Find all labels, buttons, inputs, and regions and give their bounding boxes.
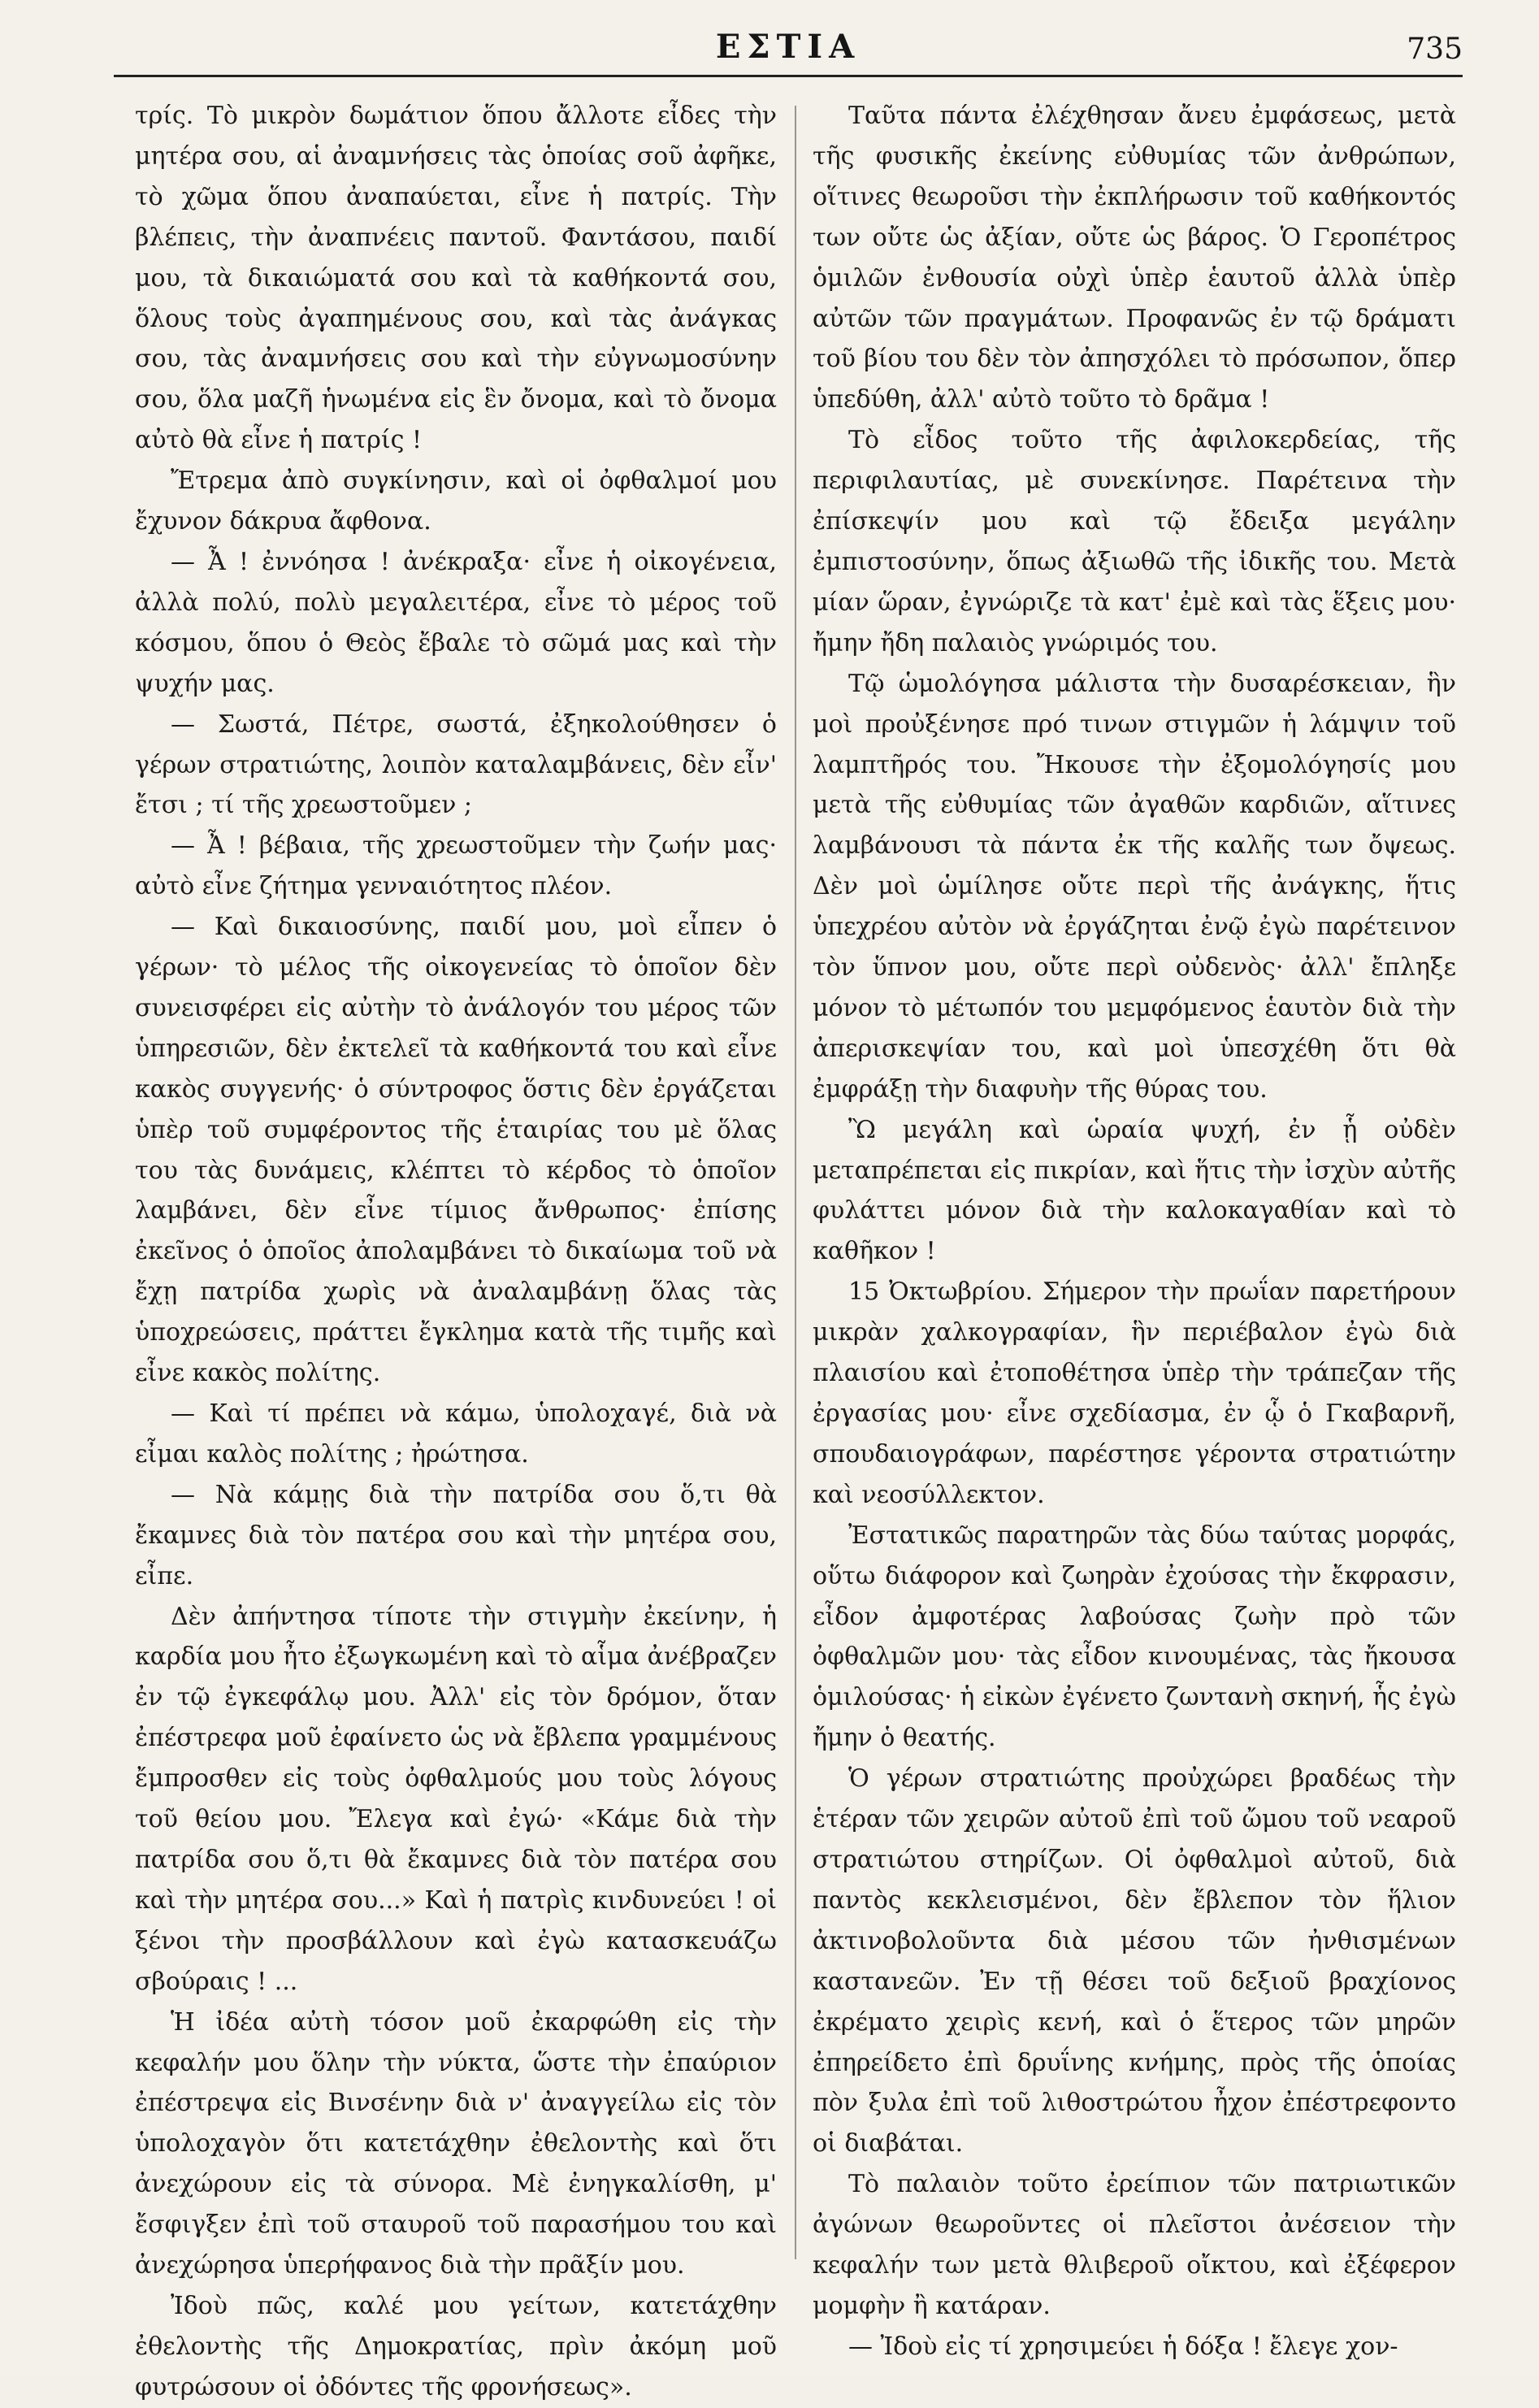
page-header bbox=[114, 18, 1463, 81]
paragraph: Ἰδοὺ πῶς, καλέ μου γείτων, κατετάχθην ἐθελοντὴς τῆς Δημοκρατίας, πρὶν ἀκόμη μοῦ φυτρώσουν οἱ ὀδόντες τῆς φρονήσεως». bbox=[135, 2291, 777, 2401]
masthead-title: ΕΣΤΙΑ bbox=[715, 28, 861, 66]
paragraph: Δὲν ἀπήντησα τίποτε τὴν στιγμὴν ἐκείνην, ἡ καρδία μου ἦτο ἐξωγκωμένη καὶ τὸ αἷμα ἀνέβραζεν ἐν τῷ ἐγκεφάλῳ μου. Ἀλλ' εἰς τὸν δρόμον, ὅταν ἐπέστρεφα μοῦ ἐφαίνετο ὡς νὰ ἔβλεπα γραμμένους ἔμπροσθεν εἰς τοὺς ὀφθαλμούς μου τοὺς λόγους τοῦ θείου μου. Ἔλεγα καὶ ἐγώ· «Κάμε διὰ τὴν πατρίδα σου ὅ,τι θὰ ἔκαμνες διὰ τὸν πατέρα σου καὶ τὴν μητέρα σου...» Καὶ ἡ πατρὶς κινδυνεύει ! οἱ ξένοι τὴν προσβάλλουν καὶ ἐγὼ κατασκευάζω σβούραις ! ... bbox=[135, 1602, 777, 1996]
paragraph: Ἐστατικῶς παρατηρῶν τὰς δύω ταύτας μορφάς, οὕτω διάφορον καὶ ζωηρὰν ἐχούσας τὴν ἔκφρασιν, εἶδον ἀμφοτέρας λαβούσας ζωὴν πρὸ τῶν ὀφθαλμῶν μου· τὰς εἶδον κινουμένας, τὰς ἤκουσα ὁμιλούσας· ἡ εἰκὼν ἐγένετο ζωντανὴ σκηνή, ἧς ἐγὼ ἤμην ὁ θεατής. bbox=[813, 1521, 1456, 1753]
left-column bbox=[135, 96, 777, 2401]
right-column bbox=[813, 96, 1456, 2361]
paragraph: Τῷ ὡμολόγησα μάλιστα τὴν δυσαρέσκειαν, ἣν μοὶ προὐξένησε πρό τινων στιγμῶν ἡ λάμψιν τοῦ λαμπτῆρός του. Ἤκουσε τὴν ἐξομολόγησίς μου μετὰ τῆς εὐθυμίας τῶν ἀγαθῶν καρδιῶν, αἵτινες λαμβάνουσι τὰ πάντα ἐκ τῆς καλῆς των ὄψεως. Δὲν μοὶ ὡμίλησε οὔτε περὶ τῆς ἀνάγκης, ἥτις ὑπεχρέου αὐτὸν νὰ ἐργάζηται ἐνῷ ἐγὼ παρέτεινον τὸν ὕπνον μου, οὔτε περὶ οὐδενὸς· ἀλλ' ἔπληξε μόνον τὸ μέτωπόν του μεμφόμενος ἑαυτὸν διὰ τὴν ἀπερισκεψίαν του, καὶ μοὶ ὑπεσχέθη ὅτι θὰ ἐμφράξῃ τὴν διαφυὴν τῆς θύρας του. bbox=[813, 669, 1456, 1104]
paragraph: — Καὶ δικαιοσύνης, παιδί μου, μοὶ εἶπεν ὁ γέρων· τὸ μέλος τῆς οἰκογενείας τὸ ὁποῖον δὲν συνεισφέρει εἰς αὐτὴν τὸ ἀνάλογόν του μέρος τῶν ὑπηρεσιῶν, δὲν ἐκτελεῖ τὰ καθήκοντά του καὶ εἶνε κακὸς συγγενής· ὁ σύντροφος ὅστις δὲν ἐργάζεται ὑπὲρ τοῦ συμφέροντος τῆς ἑταιρίας του μὲ ὅλας του τὰς δυνάμεις, κλέπτει τὸ κέρδος τὸ ὁποῖον λαμβάνει, δὲν εἶνε τίμιος ἄνθρωπος· ἐπίσης ἐκεῖνος ὁ ὁποῖος ἀπολαμβάνει τὸ δικαίωμα τοῦ νὰ ἔχῃ πατρίδα χωρὶς νὰ ἀναλαμβάνῃ ὅλας τὰς ὑποχρεώσεις, πράττει ἔγκλημα κατὰ τῆς τιμῆς καὶ εἶνε κακὸς πολίτης. bbox=[135, 913, 777, 1388]
paragraph: — Ἆ ! ἐννόησα ! ἀνέκραξα· εἶνε ἡ οἰκογένεια, ἀλλὰ πολύ, πολὺ μεγαλειτέρα, εἶνε τὸ μέρος τοῦ κόσμου, ὅπου ὁ Θεὸς ἔβαλε τὸ σῶμά μας καὶ τὴν ψυχήν μας. bbox=[135, 547, 777, 698]
paragraph: Ταῦτα πάντα ἐλέχθησαν ἄνευ ἐμφάσεως, μετὰ τῆς φυσικῆς ἐκείνης εὐθυμίας τῶν ἀνθρώπων, οἵτινες θεωροῦσι τὴν ἐκπλήρωσιν τοῦ καθήκοντός των οὔτε ὡς ἀξίαν, οὔτε ὡς βάρος. Ὁ Γεροπέτρος ὁμιλῶν ἐνθουσία οὐχὶ ὑπὲρ ἑαυτοῦ ἀλλὰ ὑπὲρ αὐτῶν τῶν πραγμάτων. Προφανῶς ἐν τῷ δράματι τοῦ βίου του δὲν τὸν ἀπησχόλει τὸ πρόσωπον, ὅπερ ὑπεδύθη, ἀλλ' αὐτὸ τοῦτο τὸ δρᾶμα ! bbox=[813, 102, 1456, 414]
paragraph: Ὢ μεγάλη καὶ ὡραία ψυχή, ἐν ᾗ οὐδὲν μεταπρέπεται εἰς πικρίαν, καὶ ἥτις τὴν ἰσχὺν αὐτῆς φυλάττει μόνον διὰ τὴν καλοκαγαθίαν καὶ τὸ καθῆκον ! bbox=[813, 1115, 1456, 1266]
paragraph: — Καὶ τί πρέπει νὰ κάμω, ὑπολοχαγέ, διὰ νὰ εἶμαι καλὸς πολίτης ; ἠρώτησα. bbox=[135, 1399, 777, 1469]
paragraph: Τὸ εἶδος τοῦτο τῆς ἀφιλοκερδείας, τῆς περιφιλαυτίας, μὲ συνεκίνησε. Παρέτεινα τὴν ἐπίσκεψίν μου καὶ τῷ ἔδειξα μεγάλην ἐμπιστοσύνην, ὅπως ἀξιωθῶ τῆς ἰδικῆς του. Μετὰ μίαν ὥραν, ἐγνώριζε τὰ κατ' ἐμὲ καὶ τὰς ἕξεις μου· ἤμην ἤδη παλαιὸς γνώριμός του. bbox=[813, 426, 1456, 657]
paragraph: — Ἆ ! βέβαια, τῆς χρεωστοῦμεν τὴν ζωήν μας· αὐτὸ εἶνε ζήτημα γενναιότητος πλέον. bbox=[135, 831, 777, 901]
paragraph: — Ἰδοὺ εἰς τί χρησιμεύει ἡ δόξα ! ἔλεγε χον- bbox=[848, 2332, 1398, 2361]
paragraph: — Σωστά, Πέτρε, σωστά, ἐξηκολούθησεν ὁ γέρων στρατιώτης, λοιπὸν καταλαμβάνεις, δὲν εἶν' ἔτσι ; τί τῆς χρεωστοῦμεν ; bbox=[135, 709, 777, 820]
paragraph: τρίς. Τὸ μικρὸν δωμάτιον ὅπου ἄλλοτε εἶδες τὴν μητέρα σου, αἱ ἀναμνήσεις τὰς ὁποίας σοῦ ἀφῆκε, τὸ χῶμα ὅπου ἀναπαύεται, εἶνε ἡ πατρίς. Τὴν βλέπεις, τὴν ἀναπνέεις παντοῦ. Φαντάσου, παιδί μου, τὰ δικαιώματά σου καὶ τὰ καθήκοντά σου, ὅλους τοὺς ἀγαπημένους σου, καὶ τὰς ἀνάγκας σου, τὰς ἀναμνήσεις σου καὶ τὴν εὐγνωμοσύνην σου, ὅλα μαζῆ ἡνωμένα εἰς ἓν ὄνομα, καὶ τὸ ὄνομα αὐτὸ θὰ εἶνε ἡ πατρίς ! bbox=[135, 102, 777, 455]
paragraph: Ἔτρεμα ἀπὸ συγκίνησιν, καὶ οἱ ὀφθαλμοί μου ἔχυνον δάκρυα ἄφθονα. bbox=[135, 466, 777, 536]
paragraph: Ὁ γέρων στρατιώτης προὐχώρει βραδέως τὴν ἑτέραν τῶν χειρῶν αὐτοῦ ἐπὶ τοῦ ὤμου τοῦ νεαροῦ στρατιώτου στηρίζων. Οἱ ὀφθαλμοὶ αὐτοῦ, διὰ παντὸς κεκλεισμένοι, δὲν ἔβλεπον τὸν ἥλιον ἀκτινοβολοῦντα διὰ μέσου τῶν ἠνθισμένων καστανεῶν. Ἐν τῇ θέσει τοῦ δεξιοῦ βραχίονος ἐκρέματο χειρὶς κενή, καὶ ὁ ἕτερος τῶν μηρῶν ἐπηρείδετο ἐπὶ δρυΐνης κνήμης, πρὸς τῆς ὁποίας πὸν ξυλα ἐπὶ τοῦ λιθοστρώτου ἦχον ἐπέστρεφοντο οἱ διαβάται. bbox=[813, 1764, 1456, 2159]
header-rule bbox=[114, 75, 1463, 77]
column-divider bbox=[795, 106, 796, 2259]
paragraph: Τὸ παλαιὸν τοῦτο ἐρείπιον τῶν πατριωτικῶν ἀγώνων θεωροῦντες οἱ πλεῖστοι ἀνέσειον τὴν κεφαλήν των μετὰ θλιβεροῦ οἴκτου, καὶ ἐξέφερον μομφὴν ἢ κατάραν. bbox=[813, 2170, 1456, 2320]
paragraph: Ἡ ἰδέα αὐτὴ τόσον μοῦ ἐκαρφώθη εἰς τὴν κεφαλήν μου ὅλην τὴν νύκτα, ὥστε τὴν ἐπαύριον ἐπέστρεψα εἰς Βινσένην διὰ ν' ἀναγγείλω εἰς τὸν ὑπολοχαγὸν ὅτι κατετάχθην ἐθελοντὴς καὶ ὅτι ἀνεχώρουν εἰς τὰ σύνορα. Μὲ ἐνηγκαλίσθη, μ' ἔσφιγξεν ἐπὶ τοῦ σταυροῦ τοῦ παρασήμου του καὶ ἀνεχώρησα ὑπερήφανος διὰ τὴν πρᾶξίν μου. bbox=[135, 2007, 777, 2280]
paragraph-dated-entry: 15 Ὀκτωβρίου. Σήμερον τὴν πρωΐαν παρετήρουν μικρὰν χαλκογραφίαν, ἣν περιέβαλον ἐγὼ διὰ πλαισίου καὶ ἐτοποθέτησα ὑπὲρ τὴν τράπεζαν τῆς ἐργασίας μου· εἶνε σχεδίασμα, ἐν ᾧ ὁ Γκαβαρνῆ, σπουδαιογράφων, παρέστησε γέροντα στρατιώτην καὶ νεοσύλλεκτον. bbox=[813, 1278, 1456, 1509]
paragraph: — Νὰ κάμῃς διὰ τὴν πατρίδα σου ὅ,τι θὰ ἔκαμνες διὰ τὸν πατέρα σου καὶ τὴν μητέρα σου, εἶπε. bbox=[135, 1480, 777, 1590]
page-number: 735 bbox=[1407, 33, 1463, 66]
